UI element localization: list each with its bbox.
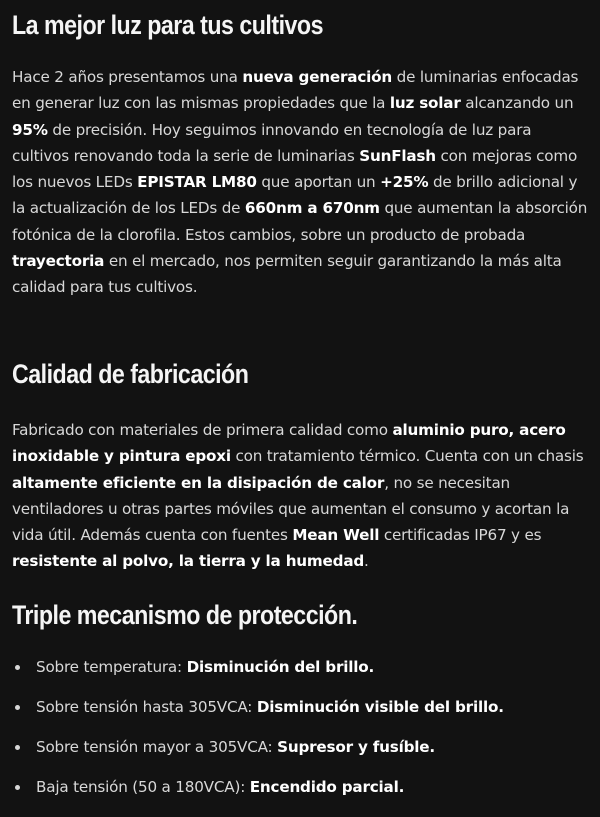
list-item-label: Sobre tensión hasta 305VCA: bbox=[36, 698, 257, 716]
bullet-icon bbox=[15, 745, 20, 750]
list-item-label: Sobre tensión mayor a 305VCA: bbox=[36, 738, 278, 756]
section-heading-protection: Triple mecanismo de protección. bbox=[12, 600, 358, 630]
emphasized-text: luz solar bbox=[389, 94, 461, 113]
list-item-value: Supresor y fusíble. bbox=[277, 738, 435, 756]
emphasized-text: resistente al polvo, la tierra y la humedad bbox=[12, 552, 365, 571]
manufacturing-quality-paragraph bbox=[12, 417, 588, 575]
paragraph-text: Hace 2 años presentamos una bbox=[12, 68, 243, 86]
paragraph-text: de brillo adicional y la actualización de los LEDs de bbox=[12, 173, 578, 218]
paragraph-text: en el mercado, nos permiten seguir garantizando la más alta calidad para tus cultivos. bbox=[12, 252, 562, 297]
paragraph-text: certificadas IP67 y es bbox=[379, 526, 542, 545]
paragraph-text: . bbox=[364, 552, 369, 571]
bullet-icon bbox=[15, 705, 20, 710]
emphasized-text: +25% bbox=[380, 173, 429, 192]
emphasized-text: Mean Well bbox=[292, 526, 380, 545]
list-item-label: Sobre temperatura: bbox=[36, 658, 187, 676]
section-heading-best-light: La mejor luz para tus cultivos bbox=[12, 10, 323, 40]
bullet-icon bbox=[15, 665, 20, 670]
emphasized-text: 95% bbox=[12, 120, 48, 139]
section-heading-manufacturing-quality: Calidad de fabricación bbox=[12, 359, 249, 389]
paragraph-text: Fabricado con materiales de primera calidad como bbox=[12, 421, 393, 439]
list-item-value: Disminución del brillo. bbox=[186, 658, 375, 676]
best-light-paragraph bbox=[12, 64, 588, 301]
paragraph-text: , no se necesitan ventiladores u otras partes móviles que aumentan el consumo y acortan la vida útil. Además cuenta con fuentes bbox=[12, 473, 570, 545]
paragraph-text: que aportan un bbox=[256, 173, 381, 192]
list-item-label: Baja tensión (50 a 180VCA): bbox=[36, 778, 250, 796]
paragraph-text: que aumentan la absorción fotónica de la clorofila. Estos cambios, sobre un producto de probada bbox=[12, 199, 588, 244]
paragraph-text: con mejoras como los nuevos LEDs bbox=[12, 146, 578, 192]
paragraph-text: de luminarias enfocadas en generar luz con las mismas propiedades que la bbox=[12, 68, 579, 113]
list-item bbox=[12, 774, 588, 814]
list-item-value: Encendido parcial. bbox=[249, 778, 405, 796]
emphasized-text: altamente eficiente en la disipación de calor bbox=[12, 473, 385, 492]
bullet-icon bbox=[15, 785, 20, 790]
protection-list bbox=[12, 654, 588, 814]
paragraph-text: de precisión. Hoy seguimos innovando en tecnología de luz para cultivos renovando toda la serie de luminarias bbox=[12, 120, 532, 165]
emphasized-text: trayectoria bbox=[12, 252, 105, 271]
emphasized-text: nueva generación bbox=[242, 68, 392, 86]
list-item-value: Disminución visible del brillo. bbox=[256, 698, 504, 716]
list-item bbox=[12, 654, 588, 694]
paragraph-text: alcanzando un bbox=[460, 94, 574, 113]
emphasized-text: aluminio puro, acero inoxidable y pintura epoxi bbox=[12, 421, 566, 466]
emphasized-text: EPISTAR LM80 bbox=[137, 173, 257, 192]
emphasized-text: SunFlash bbox=[359, 146, 436, 165]
list-item bbox=[12, 694, 588, 734]
emphasized-text: 660nm a 670nm bbox=[244, 199, 380, 218]
list-item bbox=[12, 734, 588, 774]
paragraph-text: con tratamiento térmico. Cuenta con un chasis bbox=[230, 447, 584, 466]
